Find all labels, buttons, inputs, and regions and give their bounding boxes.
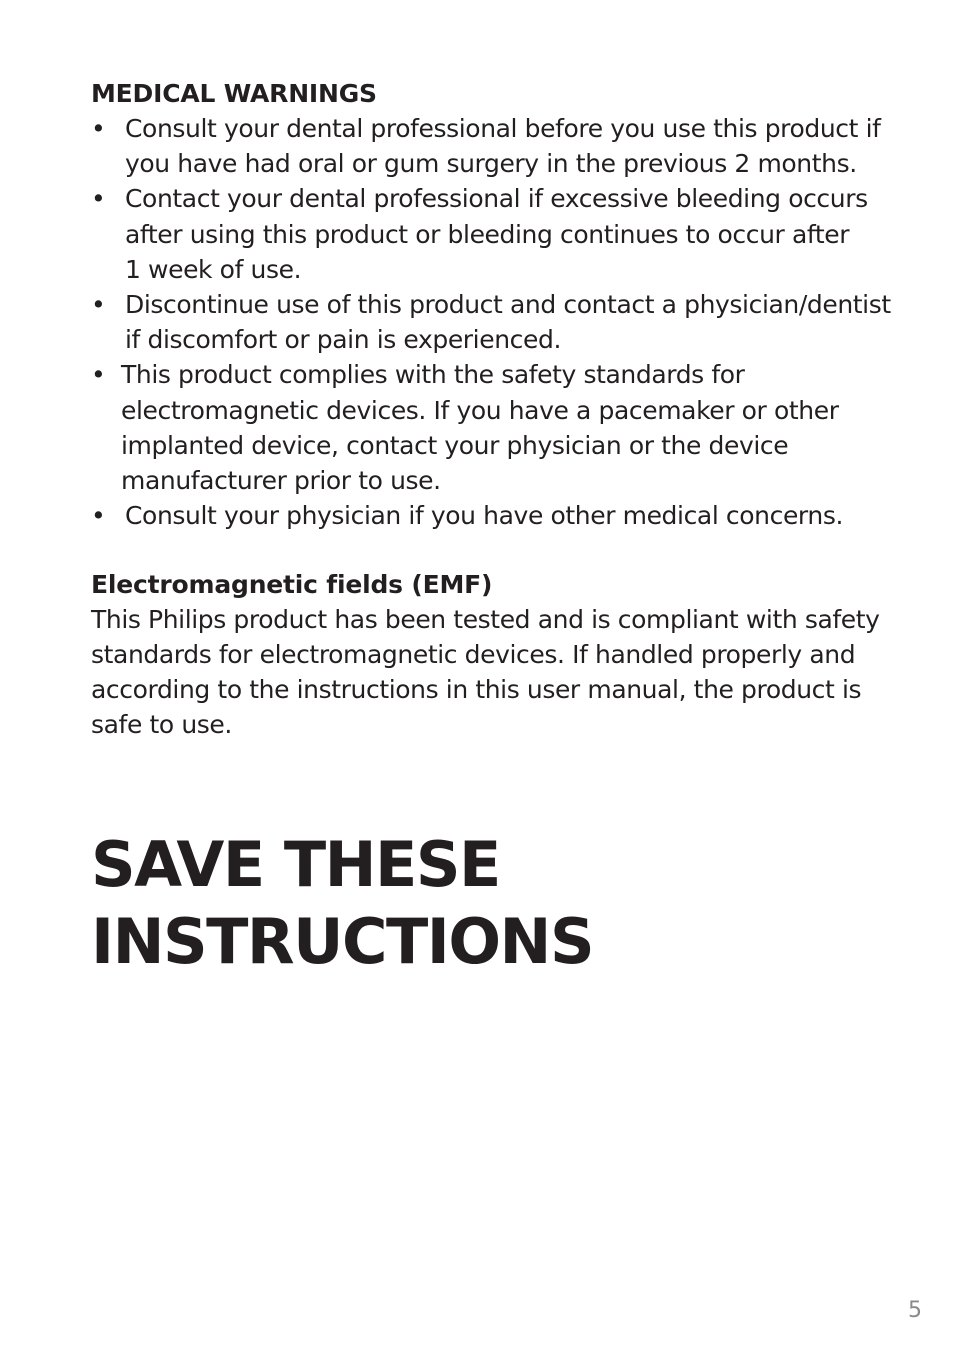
bullet-icon: • bbox=[91, 184, 106, 214]
emf-paragraph bbox=[91, 602, 881, 742]
list-item-text bbox=[125, 181, 881, 287]
text-line: electromagnetic devices. If you have a pacemaker or other bbox=[121, 395, 839, 425]
list-item-text bbox=[125, 287, 891, 357]
bullet-icon: • bbox=[91, 114, 106, 143]
text-line: Consult your dental professional before you use this product if bbox=[125, 114, 881, 143]
list-item bbox=[91, 287, 891, 357]
list-item-text bbox=[125, 111, 881, 181]
emf-section bbox=[91, 567, 881, 742]
text-line: standards for electromagnetic devices. If handled properly and bbox=[91, 640, 856, 670]
list-item bbox=[91, 181, 881, 287]
list-item bbox=[91, 498, 881, 533]
text-line: Discontinue use of this product and contact a physician/dentist bbox=[125, 290, 891, 320]
text-line: manufacturer prior to use. bbox=[121, 466, 441, 496]
text-line: Contact your dental professional if excessive bleeding occurs bbox=[125, 184, 868, 214]
text-line: you have had oral or gum surgery in the previous 2 months. bbox=[125, 149, 857, 179]
medical-warnings-list bbox=[91, 111, 891, 533]
list-item-text bbox=[125, 498, 881, 533]
text-line: if discomfort or pain is experienced. bbox=[125, 325, 561, 355]
text-line: implanted device, contact your physician or the device bbox=[121, 430, 789, 460]
text-line: after using this product or bleeding continues to occur after bbox=[125, 219, 850, 249]
text-line: safe to use. bbox=[91, 710, 232, 740]
manual-page bbox=[91, 76, 891, 980]
title-line: INSTRUCTIONS bbox=[91, 905, 594, 979]
bullet-icon: • bbox=[91, 501, 106, 531]
text-line: Consult your physician if you have other medical concerns. bbox=[125, 501, 843, 531]
text-line: 1 week of use. bbox=[125, 254, 302, 284]
text-line: This Philips product has been tested and is compliant with safety bbox=[91, 605, 880, 635]
page-number: 5 bbox=[908, 1298, 922, 1323]
list-item bbox=[91, 357, 881, 498]
medical-warnings-heading: MEDICAL WARNINGS bbox=[91, 79, 377, 108]
emf-heading: Electromagnetic fields (EMF) bbox=[91, 570, 493, 600]
title-line: SAVE THESE bbox=[91, 828, 500, 902]
list-item bbox=[91, 111, 881, 181]
text-line: according to the instructions in this user manual, the product is bbox=[91, 675, 862, 705]
bullet-icon: • bbox=[91, 360, 106, 390]
save-instructions-title bbox=[91, 826, 881, 980]
text-line: This product complies with the safety standards for bbox=[121, 360, 745, 390]
list-item-text bbox=[121, 357, 881, 498]
bullet-icon: • bbox=[91, 290, 106, 320]
